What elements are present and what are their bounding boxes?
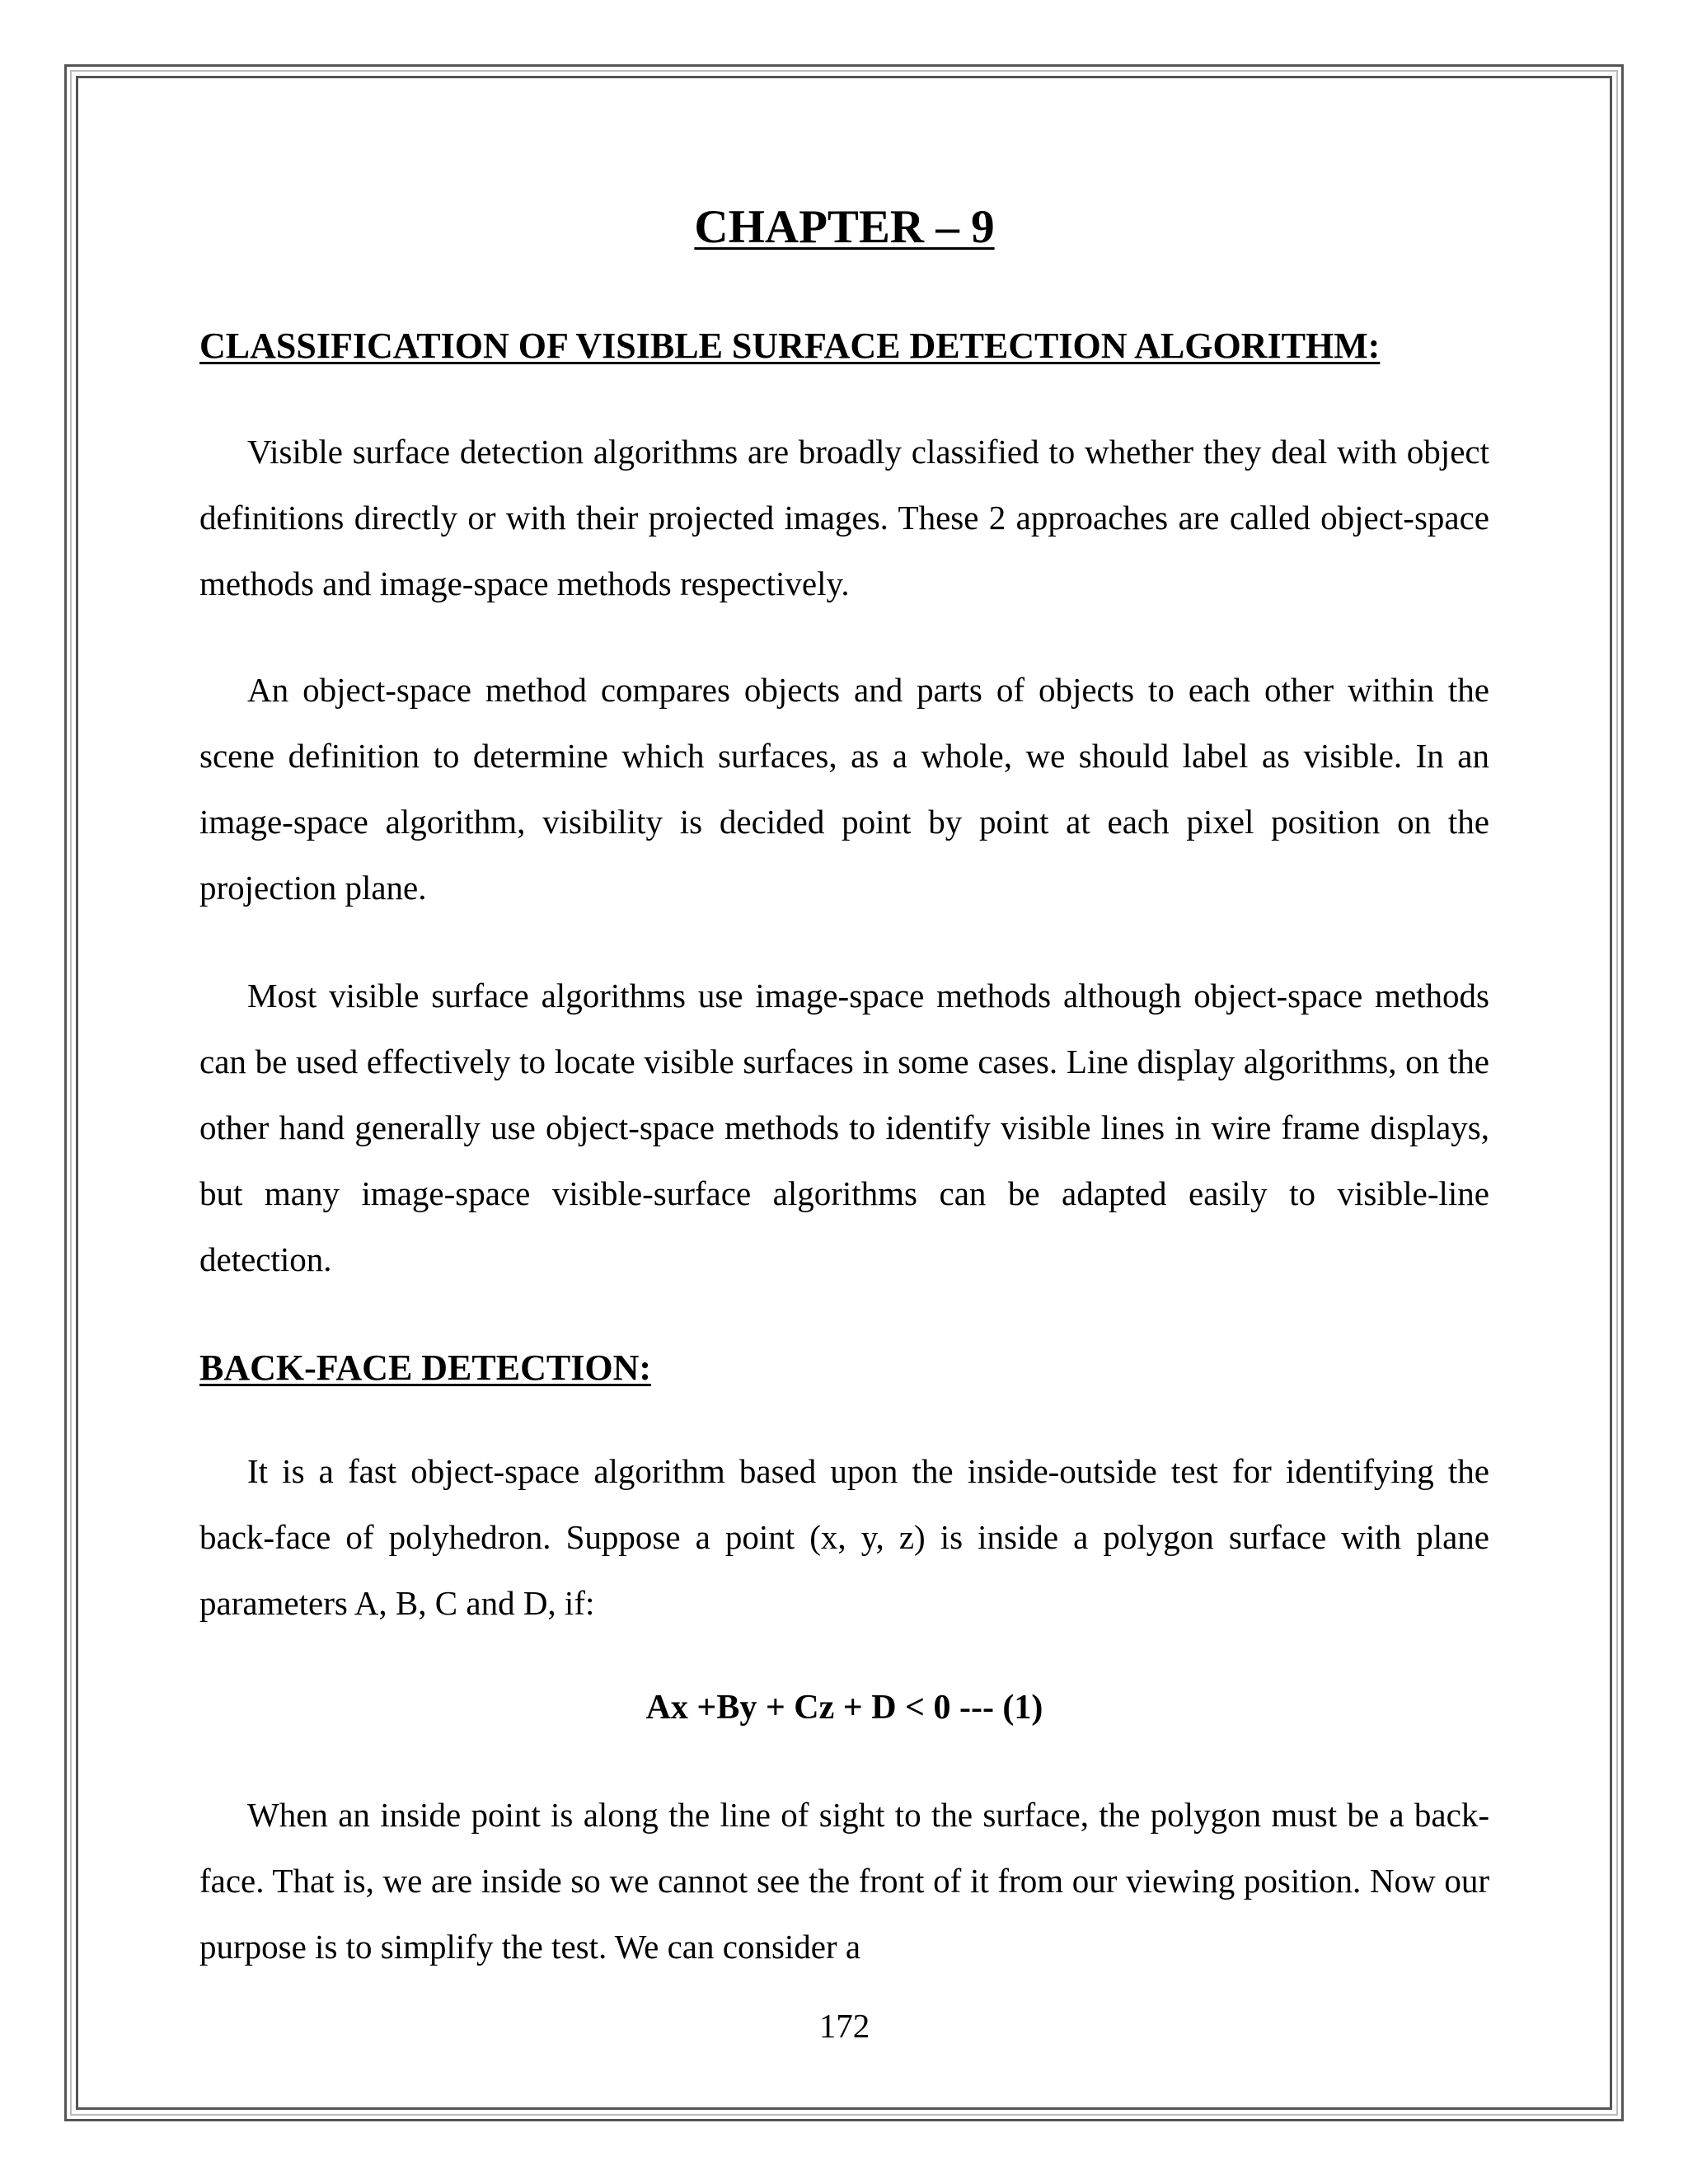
chapter-title-text: CHAPTER – 9: [694, 201, 995, 253]
paragraph-back-face-intro: It is a fast object-space algorithm based upon the inside-outside test for identifying the back-face of polyhedron. Suppose a point (x, y, z) is inside a polygon surface with plane parameters A, B, C and D, if:: [199, 1452, 1489, 1622]
chapter-title: [199, 194, 1489, 260]
equation-inside-test: Ax +By + Cz + D < 0 --- (1): [645, 1689, 1043, 1727]
section-heading-back-face: BACK-FACE DETECTION:: [199, 1347, 652, 1388]
paragraph-classification-intro: Visible surface detection algorithms are broadly classified to whether they deal with object definitions directly or with their projected images. These 2 approaches are called object-space methods and image-space methods respectively.: [199, 433, 1489, 602]
section-heading-classification: CLASSIFICATION OF VISIBLE SURFACE DETECTION ALGORITHM:: [199, 326, 1381, 366]
paragraph-back-face-condition: When an inside point is along the line of sight to the surface, the polygon must be a back-face. That is, we are inside so we cannot see the front of it from our viewing position. Now our purpose is to simplify the test. We can consider a: [199, 1796, 1489, 1966]
page-number: 172: [818, 2007, 870, 2045]
paragraph-object-space-method: An object-space method compares objects and parts of objects to each other within the scene definition to determine which surfaces, as a whole, we should label as visible. In an image-space algorithm, visibility is decided point by point at each pixel position on the projection plane.: [199, 671, 1489, 907]
paragraph-image-space-methods: Most visible surface algorithms use image-space methods although object-space methods can be used effectively to locate visible surfaces in some cases. Line display algorithms, on the other hand generally use object-space methods to identify visible lines in wire frame displays, but many image-space visible-surface algorithms can be adapted easily to visible-line detection.: [199, 977, 1489, 1278]
